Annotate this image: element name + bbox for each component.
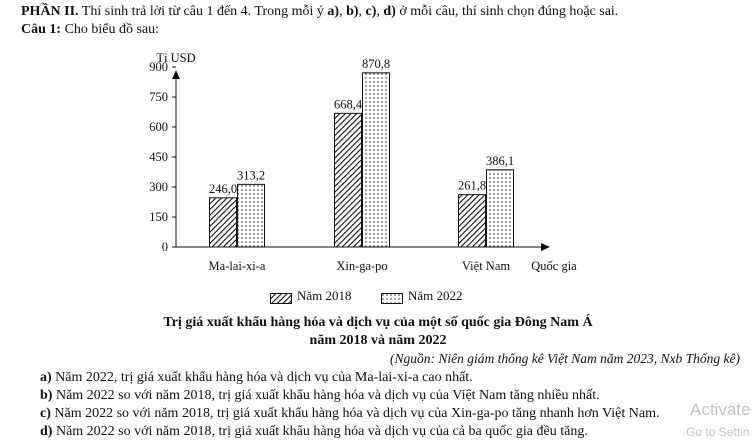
part-instruction-a: Thí sinh trả lời từ câu 1 đến 4. Trong mỗi ý (78, 4, 328, 19)
y-tick-label: 450 (149, 150, 168, 164)
statement-text: Năm 2022 so với năm 2018, trị giá xuất khẩu hàng hóa và dịch vụ của Việt Nam tăng nhiều nhất. (52, 388, 600, 403)
part-a-label: a) (327, 4, 340, 19)
part-sep-2: , (358, 4, 366, 19)
chart-title: Trị giá xuất khẩu hàng hóa và dịch vụ của một số quốc gia Đông Nam Á (163, 315, 593, 330)
activation-watermark-line2: Go to Settin (686, 425, 750, 439)
statement-label: c) (40, 406, 51, 421)
activation-watermark-line1: Activate (690, 400, 751, 419)
question-text: Cho biểu đồ sau: (61, 22, 160, 37)
bar-2018 (210, 198, 237, 247)
part-sep-3: , (376, 4, 384, 19)
bar-2018 (335, 113, 362, 247)
data-label: 668,4 (333, 97, 363, 112)
statement-text: Năm 2022, trị giá xuất khẩu hàng hóa và dịch vụ của Ma-lai-xi-a cao nhất. (51, 370, 473, 385)
statement-text: Năm 2022 so với năm 2018, trị giá xuất khẩu hàng hóa và dịch vụ của Xin-ga-po tăng nhanh hơn Việt Nam. (50, 406, 660, 421)
legend-label-2022: Năm 2022 (408, 288, 463, 303)
y-tick-label: 300 (149, 180, 168, 194)
y-tick-label: 750 (149, 90, 168, 104)
part-sep-1: , (339, 4, 347, 19)
legend-label-2018: Năm 2018 (297, 288, 352, 303)
data-label: 246,0 (208, 181, 238, 196)
y-tick-label: 0 (161, 240, 168, 254)
question-label: Câu 1: (21, 22, 62, 37)
part-b-label: b) (346, 4, 359, 19)
y-axis-arrow (172, 70, 180, 79)
y-tick-label: 600 (149, 120, 168, 134)
statement-text: Năm 2022 so với năm 2018, trị giá xuất khẩu hàng hóa và dịch vụ của cả ba quốc gia đều tăng. (52, 424, 588, 439)
bar-2022 (238, 184, 265, 247)
category-label: Xin-ga-po (336, 259, 388, 273)
chart-subtitle: năm 2018 và năm 2022 (309, 333, 447, 348)
data-label: 386,1 (485, 153, 515, 168)
data-label: 870,8 (361, 56, 391, 71)
part-instruction-b: ở mỗi câu, thí sinh chọn đúng hoặc sai. (395, 4, 619, 19)
statement-a (40, 370, 473, 386)
statement-label: b) (40, 388, 53, 403)
x-axis-arrow (541, 243, 550, 251)
part-c-label: c) (365, 4, 377, 19)
data-label: 261,8 (457, 178, 487, 193)
statement-label: a) (40, 370, 52, 385)
data-label: 313,2 (236, 168, 266, 183)
statement-b (40, 388, 600, 404)
y-tick-label: 900 (149, 60, 168, 74)
legend-swatch-2022 (381, 291, 403, 302)
legend-swatch-2018 (270, 291, 292, 302)
part-d-label: d) (383, 4, 396, 19)
category-label: Ma-lai-xi-a (208, 259, 266, 273)
x-axis-label: Quốc gia (531, 259, 577, 273)
bar-2022 (363, 73, 390, 247)
statement-d (40, 424, 588, 440)
bar-2022 (487, 170, 514, 247)
part-title: PHẦN II. (21, 4, 79, 19)
chart-source: (Nguồn: Niên giám thống kê Việt Nam năm 2023, Nxb Thống kê) (390, 351, 740, 366)
category-label: Việt Nam (461, 259, 511, 273)
bar-2018 (459, 195, 486, 247)
statement-c (40, 406, 659, 422)
y-axis-label: Tỉ USD (156, 51, 196, 65)
y-tick-label: 150 (149, 210, 168, 224)
statement-label: d) (40, 424, 53, 439)
